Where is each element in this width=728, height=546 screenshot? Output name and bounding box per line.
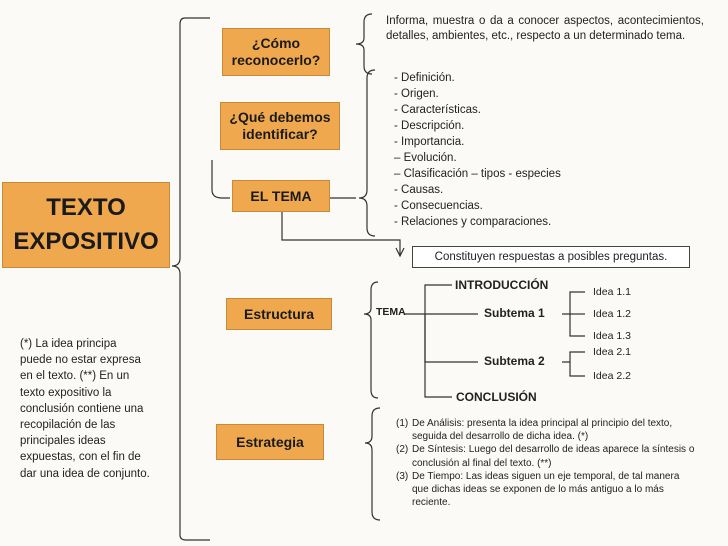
strategy-item bbox=[396, 417, 696, 443]
strategy-number: (2) bbox=[396, 444, 409, 456]
list-item: - Características. bbox=[394, 104, 481, 116]
list-item: - Importancia. bbox=[394, 136, 465, 148]
informa-text: Informa, muestra o da a conocer aspectos, acontecimientos, detalles, ambientes, etc., respecto a un determinado tema. bbox=[386, 15, 704, 42]
list-item: - Descripción. bbox=[394, 120, 465, 132]
idea-1-2: Idea 1.2 bbox=[593, 308, 631, 320]
node-estructura: Estructura bbox=[226, 298, 332, 330]
idea-2-1: Idea 2.1 bbox=[593, 346, 631, 358]
main-topic-line2: EXPOSITIVO bbox=[13, 228, 159, 255]
strategy-text: De Análisis: presenta la idea principal al principio del texto, seguida del desarrollo de dicha idea. (*) bbox=[412, 418, 673, 443]
strategy-text: De Síntesis: Luego del desarrollo de ideas aparece la síntesis o conclusión al final del texto. (**) bbox=[412, 444, 695, 469]
strategy-text: De Tiempo: Las ideas siguen un eje temporal, de tal manera que dichas ideas se exponen de lo más antiguo a lo más reciente. bbox=[412, 470, 680, 509]
strategy-item bbox=[396, 470, 696, 510]
conclusion-label: CONCLUSIÓN bbox=[456, 390, 537, 404]
subtema-2-label: Subtema 2 bbox=[484, 354, 545, 368]
list-item: – Evolución. bbox=[394, 152, 457, 164]
node-estrategia: Estrategia bbox=[216, 424, 324, 460]
node-tema: EL TEMA bbox=[232, 180, 330, 212]
list-item: - Causas. bbox=[394, 184, 444, 196]
subtema-1-label: Subtema 1 bbox=[484, 306, 545, 320]
respuestas-box: Constituyen respuestas a posibles preguntas. bbox=[412, 246, 690, 268]
note-text: (*) La idea principa puede no estar expresa en el texto. (**) En un texto expositivo la conclusión contiene una recopilación de las principales ideas expuestas, con el fin de dar una idea de conjunto. bbox=[20, 338, 150, 480]
main-topic-line1: TEXTO bbox=[46, 194, 126, 221]
list-item: - Definición. bbox=[394, 72, 455, 84]
idea-2-2: Idea 2.2 bbox=[593, 370, 631, 382]
strategy-number: (3) bbox=[396, 470, 409, 482]
list-item: - Relaciones y comparaciones. bbox=[394, 216, 552, 228]
list-item: – Clasificación – tipos - especies bbox=[394, 168, 561, 180]
idea-1-3: Idea 1.3 bbox=[593, 330, 631, 342]
list-item: - Consecuencias. bbox=[394, 200, 483, 212]
introduccion-label: INTRODUCCIÓN bbox=[455, 278, 549, 292]
identify-list bbox=[394, 70, 694, 230]
node-identificar: ¿Qué debemos identificar? bbox=[220, 102, 340, 150]
list-item: - Origen. bbox=[394, 88, 439, 100]
main-topic-box bbox=[2, 182, 170, 268]
node-reconocerlo: ¿Cómo reconocerlo? bbox=[222, 28, 330, 76]
strategy-item bbox=[396, 443, 696, 469]
strategy-number: (1) bbox=[396, 418, 409, 429]
structure-tema-label: TEMA bbox=[376, 306, 406, 318]
strategy-list bbox=[396, 417, 696, 509]
idea-1-1: Idea 1.1 bbox=[593, 286, 631, 298]
